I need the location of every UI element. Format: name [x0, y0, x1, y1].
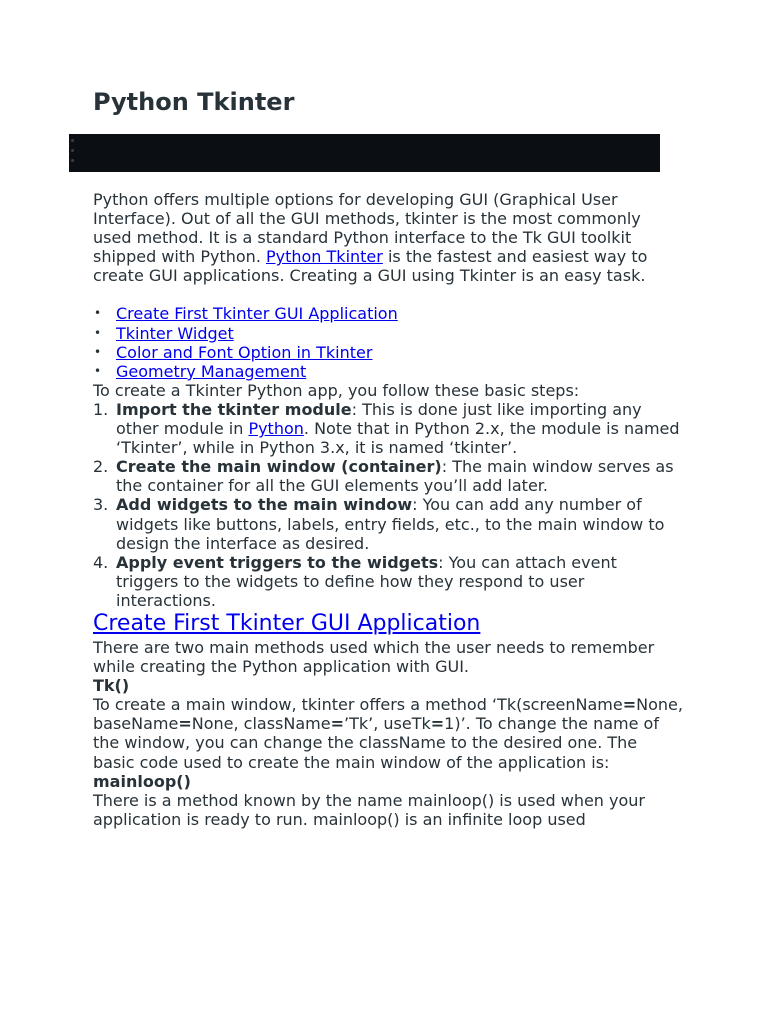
toc-link-geometry[interactable]: Geometry Management	[116, 361, 307, 381]
toc-link-color-font[interactable]: Color and Font Option in Tkinter	[116, 342, 373, 362]
toc-item	[116, 343, 683, 362]
toc-list	[93, 304, 683, 380]
code-bar-dot	[71, 139, 74, 142]
toc-link-widget[interactable]: Tkinter Widget	[116, 323, 234, 343]
toc-item	[116, 362, 683, 381]
code-bar-dot	[71, 159, 74, 162]
section-heading-link[interactable]: Create First Tkinter GUI Application	[93, 610, 481, 636]
page-title: Python Tkinter	[93, 88, 295, 116]
tk-heading: Tk()	[93, 676, 130, 696]
mainloop-description: There is a method known by the name mainloop() is used when your application is ready to run. mainloop() is an infinite loop used	[93, 790, 645, 829]
section-intro: There are two main methods used which the user needs to remember while creating the Python application with GUI.	[93, 637, 655, 677]
steps-intro: To create a Tkinter Python app, you follow these basic steps:	[93, 380, 580, 400]
section-heading	[93, 610, 683, 638]
steps-list	[93, 400, 683, 610]
mainloop-heading: mainloop()	[93, 771, 191, 791]
toc-item	[116, 324, 683, 343]
intro-paragraph: Python offers multiple options for developing GUI (Graphical User Interface). Out of all the GUI methods, tkinter is the most commonly used method. It is a standard Python interface to the Tk GUI toolkit shipped with Python. Python Tkinter is the fastest and easiest way to create GUI applications. Creating a GUI using Tkinter is an easy task.	[93, 190, 648, 286]
code-block-bar	[69, 134, 660, 172]
tk-description: To create a main window, tkinter offers a method ‘Tk(screenName=None, baseName=None, className=’Tk’, useTk=1)’. To change the name of the window, you can change the className to the desired one. The basic code used to create the main window of the application is:	[93, 695, 683, 772]
python-link[interactable]: Python	[248, 419, 304, 439]
code-bar-dot	[71, 149, 74, 152]
article-body	[93, 190, 683, 829]
step-item: 1. Import the tkinter module: This is done just like importing any other module in Python. Note that in Python 2.x, the module is named ‘Tkinter’, while in Python 3.x, it is named ‘tkinter’.	[93, 399, 680, 458]
step-item: 3. Add widgets to the main window: You can add any number of widgets like buttons, labels, entry fields, etc., to the main window to design the interface as desired.	[93, 495, 665, 553]
python-tkinter-link[interactable]: Python Tkinter	[265, 247, 383, 267]
step-item: 4. Apply event triggers to the widgets: You can attach event triggers to the widgets to define how they respond to user interactions.	[93, 552, 617, 610]
toc-item	[116, 304, 683, 323]
toc-link-first-app[interactable]: Create First Tkinter GUI Application	[116, 304, 398, 324]
step-item: 2. Create the main window (container): The main window serves as the container for all the GUI elements you’ll add later.	[93, 457, 674, 496]
